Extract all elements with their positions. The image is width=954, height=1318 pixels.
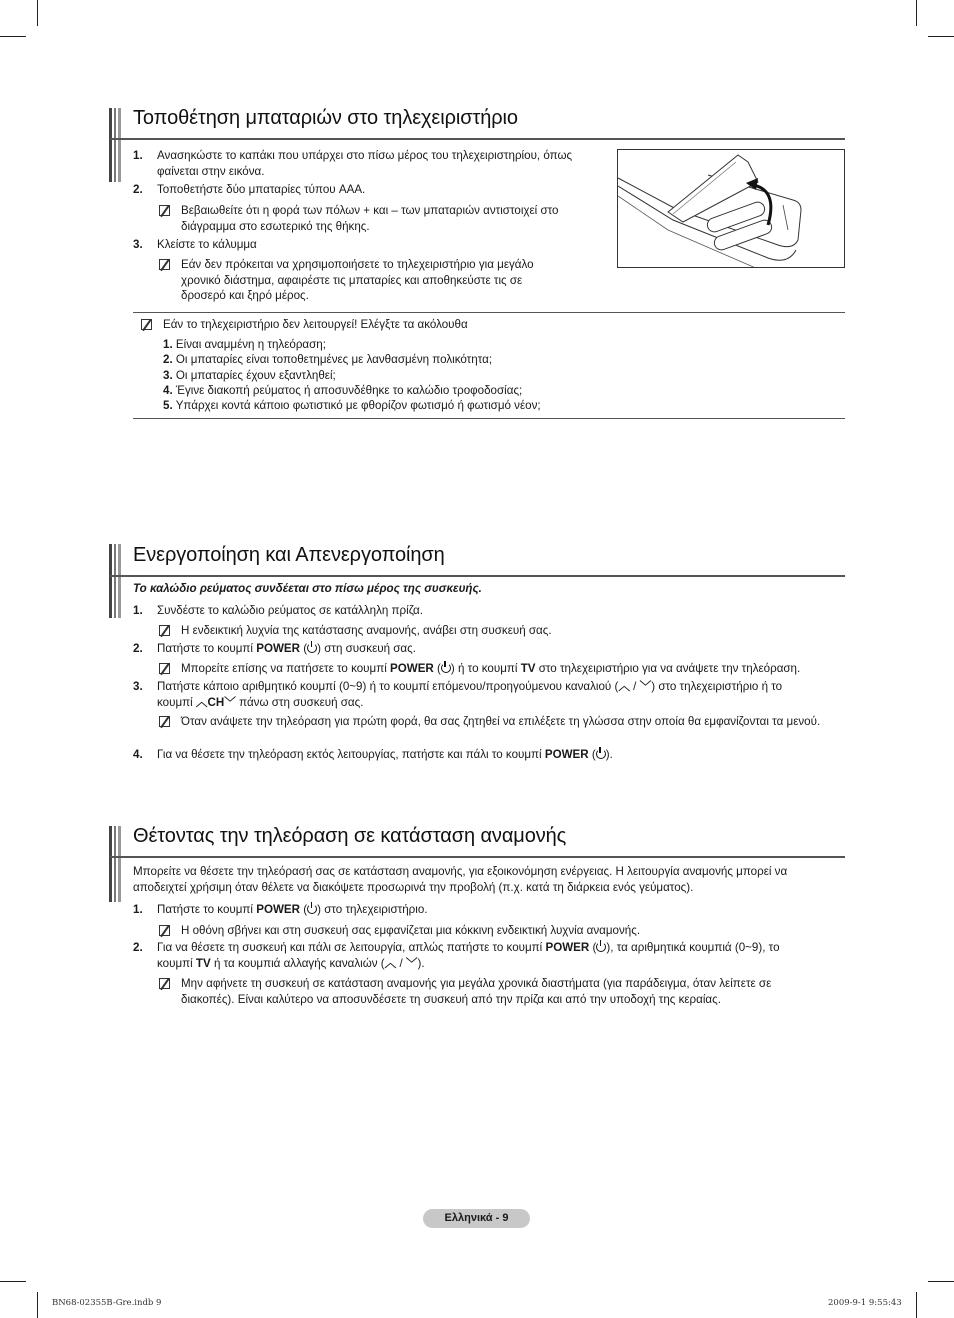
- note-icon: [141, 319, 152, 330]
- step-text: Ανασηκώστε το καπάκι που υπάρχει στο πίσω μέρος του τηλεχειριστηρίου, όπως φαίνεται στην εικόνα.: [157, 149, 573, 178]
- step-text: Κλείστε το κάλυμμα: [157, 238, 257, 251]
- step-text: Πατήστε κάποιο αριθμητικό κουμπί (0~9) ή το κουμπί επόμενου/προηγούμενου καναλιού (︿ / ﹀) στο τηλεχειριστήριο ή το κουμπί ︿CH﹀ πάνω στη συσκευή σας.: [157, 680, 783, 709]
- section-rule: [110, 138, 845, 140]
- step-number: 4.: [133, 748, 143, 761]
- step-number: 1.: [133, 149, 143, 162]
- note-text: Βεβαιωθείτε ότι η φορά των πόλων + και – των μπαταριών αντιστοιχεί στο διάγραμμα στο εσωτερικό της θήκης.: [181, 204, 559, 233]
- section-rule: [110, 575, 845, 577]
- crop-mark: [0, 1281, 26, 1282]
- step-number: 1.: [133, 903, 143, 916]
- print-slug-date: 2009-9-1 9:55:43: [828, 1298, 902, 1308]
- crop-mark: [0, 36, 26, 37]
- note-text: Όταν ανάψετε την τηλεόραση για πρώτη φορά, θα σας ζητηθεί να επιλέξετε τη γλώσσα στην οποία θα εμφανίζονται τα μενού.: [181, 715, 821, 728]
- crop-mark: [928, 36, 954, 37]
- check-item: 5. Υπάρχει κοντά κάποιο φωτιστικό με φθορίζον φωτισμό ή φωτισμό νέον;: [163, 399, 541, 412]
- step-text: Πατήστε το κουμπί POWER ( ) στο τηλεχειριστήριο.: [157, 903, 428, 916]
- channel-up-icon: ︿: [195, 695, 208, 709]
- channel-down-icon: ﹀: [224, 695, 236, 709]
- channel-up-icon: ︿: [618, 680, 630, 693]
- note-icon: [159, 663, 170, 674]
- note-text: Εάν δεν πρόκειται να χρησιμοποιήσετε το τηλεχειριστήριο για μεγάλο χρονικό διάστημα, αφαιρέστε τις μπαταρίες και αποθηκεύστε τις σε δροσερό και ξηρό μέρος.: [181, 258, 534, 302]
- step-text: Για να θέσετε τη συσκευή και πάλι σε λειτουργία, απλώς πατήστε το κουμπί POWER ( ), τα αριθμητικά κουμπιά (0~9), το κουμπί TV ή τα κουμπιά αλλαγής καναλιών (︿ / ﹀).: [157, 941, 780, 970]
- note-text: Η ενδεικτική λυχνία της κατάστασης αναμονής, ανάβει στη συσκευή σας.: [181, 624, 552, 637]
- crop-mark: [916, 0, 917, 26]
- print-slug-file: BN68-02355B-Gre.indb 9: [52, 1298, 162, 1308]
- section-bars: [109, 826, 121, 902]
- intro-text: Το καλώδιο ρεύματος συνδέεται στο πίσω μέρος της συσκευής.: [133, 582, 482, 595]
- section-bars: [109, 544, 121, 618]
- step-number: 3.: [133, 680, 143, 693]
- crop-mark: [37, 1292, 38, 1318]
- power-icon: [307, 904, 317, 914]
- note-icon: [159, 205, 170, 216]
- note-icon: [159, 925, 170, 936]
- crop-mark: [37, 0, 38, 26]
- check-item: 1. Είναι αναμμένη η τηλεόραση;: [163, 338, 326, 351]
- step-text: Συνδέστε το καλώδιο ρεύματος σε κατάλληλη πρίζα.: [157, 604, 423, 617]
- section-title-power: Ενεργοποίηση και Απενεργοποίηση: [133, 544, 445, 566]
- note-icon: [159, 625, 170, 636]
- step-number: 1.: [133, 604, 143, 617]
- section-title-batteries: Τοποθέτηση μπαταριών στο τηλεχειριστήριο: [133, 107, 518, 129]
- page-number: Ελληνικά - 9: [423, 1209, 530, 1228]
- note-text: Εάν το τηλεχειριστήριο δεν λειτουργεί! Ελέγξτε τα ακόλουθα: [163, 318, 468, 331]
- step-text: Πατήστε το κουμπί POWER ( ) στη συσκευή σας.: [157, 642, 416, 655]
- crop-mark: [928, 1281, 954, 1282]
- box-rule-top: [133, 312, 845, 313]
- note-text: Μην αφήνετε τη συσκευή σε κατάσταση αναμονής για μεγάλα χρονικά διαστήματα (για παράδειγμα, όταν λείπετε σε διακοπές). Είναι καλύτερο να αποσυνδέσετε τη συσκευή από την πρίζα και από την υποδοχή της κεραίας.: [181, 977, 772, 1006]
- section-rule: [110, 856, 845, 858]
- note-text: Μπορείτε επίσης να πατήσετε το κουμπί POWER ( ) ή το κουμπί TV στο τηλεχειριστήριο για να ανάψετε την τηλεόραση.: [181, 662, 801, 675]
- section-bars: [109, 108, 121, 182]
- box-rule-bottom: [133, 418, 845, 419]
- channel-up-icon: ︿: [384, 956, 397, 970]
- check-item: 4. Έγινε διακοπή ρεύματος ή αποσυνδέθηκε το καλώδιο τροφοδοσίας;: [163, 384, 523, 397]
- step-number: 2.: [133, 941, 143, 954]
- note-text: Η οθόνη σβήνει και στη συσκευή σας εμφανίζεται μια κόκκινη ενδεικτική λυχνία αναμονής.: [181, 924, 641, 937]
- step-number: 2.: [133, 183, 143, 196]
- intro-text: Μπορείτε να θέσετε την τηλεόρασή σας σε κατάσταση αναμονής, για εξοικονόμηση ενέργειας. Η λειτουργία αναμονής μπορεί να αποδειχτεί χρήσιμη όταν θέλετε να διακόψετε προσωρινά την προβολή (π.χ. κατά τη διάρκεια ενός γεύματος).: [133, 865, 788, 894]
- power-icon: [307, 643, 317, 653]
- channel-down-icon: ﹀: [639, 680, 652, 693]
- remote-battery-illustration: [617, 149, 845, 268]
- note-icon: [159, 259, 170, 270]
- channel-down-icon: ﹀: [405, 956, 418, 970]
- step-number: 3.: [133, 238, 143, 251]
- power-icon: [596, 749, 606, 759]
- note-icon: [159, 716, 170, 727]
- note-icon: [159, 978, 170, 989]
- step-text: Τοποθετήστε δύο μπαταρίες τύπου AAA.: [157, 183, 366, 196]
- step-number: 2.: [133, 642, 143, 655]
- step-text: Για να θέσετε την τηλεόραση εκτός λειτουργίας, πατήστε και πάλι το κουμπί POWER ( ).: [157, 748, 613, 761]
- section-title-standby: Θέτοντας την τηλεόραση σε κατάσταση αναμονής: [133, 825, 567, 847]
- check-item: 2. Οι μπαταρίες είναι τοποθετημένες με λανθασμένη πολικότητα;: [163, 353, 493, 366]
- check-item: 3. Οι μπαταρίες έχουν εξαντληθεί;: [163, 369, 336, 382]
- crop-mark: [916, 1292, 917, 1318]
- power-icon: [441, 663, 451, 673]
- power-icon: [596, 942, 606, 952]
